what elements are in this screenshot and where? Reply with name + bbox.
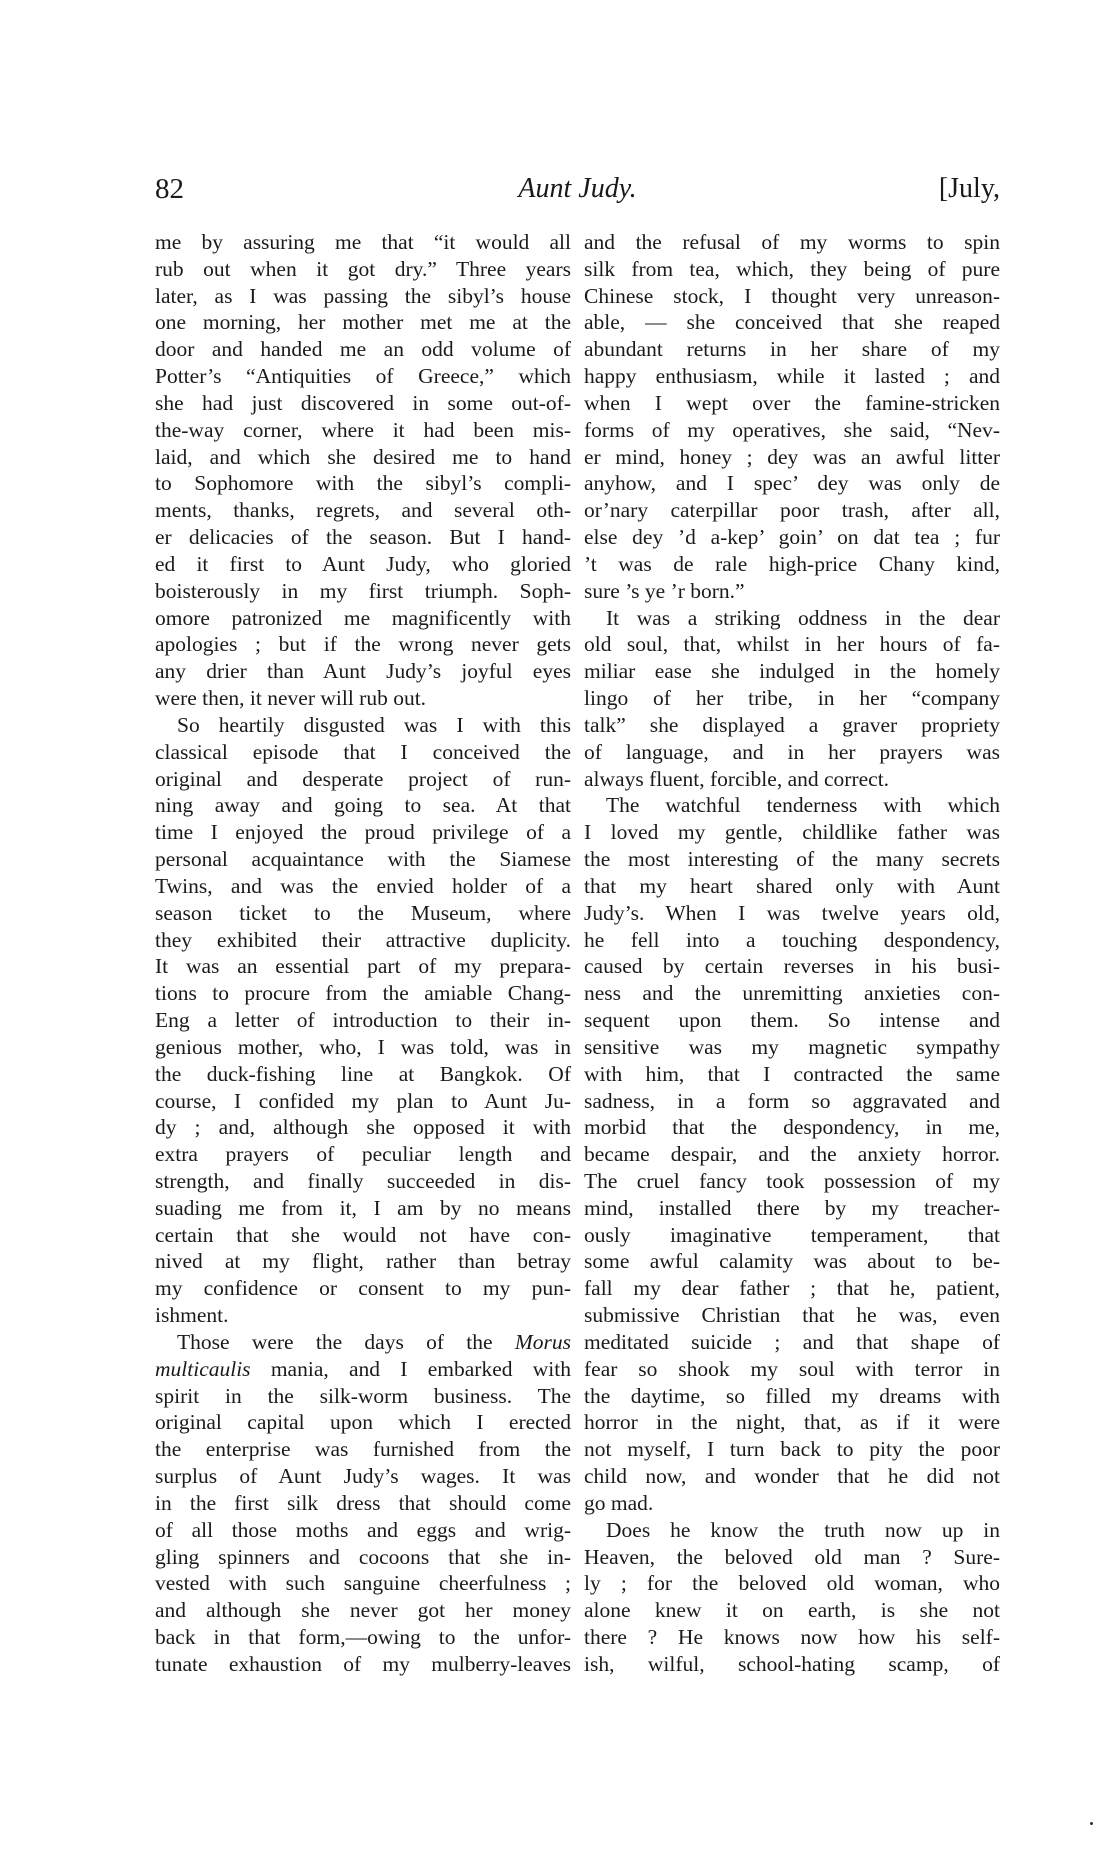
line-text: my confidence or consent to my pun- [155,1276,571,1301]
line-text: extra prayers of peculiar length and [155,1142,571,1167]
text-line [584,497,1000,524]
line-text: submissive Christian that he was, even [584,1303,1000,1328]
line-text: ments, thanks, regrets, and several oth- [155,498,571,523]
text-line [155,1490,571,1517]
line-text: tunate exhaustion of my mulberry-leaves [155,1651,571,1676]
line-text: any drier than Aunt Judy’s joyful eyes [155,659,571,684]
text-line [584,578,1000,605]
text-line [155,1383,571,1410]
line-text: Judy’s. When I was twelve years old, [584,900,1000,925]
line-text: er mind, honey ; dey was an awful litter [584,444,1000,469]
text-line [584,873,1000,900]
line-text: er delicacies of the season. But I hand- [155,525,571,550]
line-text: with him, that I contracted the same [584,1061,1000,1086]
line-text: Twins, and was the envied holder of a [155,873,571,898]
text-line [584,551,1000,578]
line-text: I loved my gentle, childlike father was [584,820,1000,845]
text-line [155,1248,571,1275]
text-line [155,1463,571,1490]
line-text: fear so shook my soul with terror in [584,1356,1000,1381]
text-line [155,497,571,524]
line-text: alone knew it on earth, is she not [584,1598,1000,1623]
text-line [584,1248,1000,1275]
text-line [155,470,571,497]
right-text-column [584,229,1000,1678]
text-line [584,336,1000,363]
line-text: vested with such sanguine cheerfulness ; [155,1571,571,1596]
line-text: Potter’s “Antiquities of Greece,” which [155,364,571,389]
line-text: certain that she would not have con- [155,1222,571,1247]
line-text: sure ’s ye ’r born.” [584,578,745,603]
text-line [584,1168,1000,1195]
text-line [155,1007,571,1034]
running-date: [July, [938,173,1000,204]
line-text: child now, and wonder that he did not [584,1464,1000,1489]
text-line [584,1436,1000,1463]
text-line [155,1544,571,1571]
text-line [155,1409,571,1436]
line-text: ’t was de rale high-price Chany kind, [584,551,1000,576]
text-line [584,1329,1000,1356]
text-line [155,390,571,417]
text-line [155,1088,571,1115]
text-line [155,927,571,954]
line-text: forms of my operatives, she said, “Nev- [584,417,1000,442]
text-line [584,524,1000,551]
line-text: of language, and in her prayers was [584,739,1000,764]
line-text: when I wept over the famine-stricken [584,390,1000,415]
text-line [584,1088,1000,1115]
line-text: ish, wilful, school-hating scamp, of [584,1651,1000,1676]
text-line [584,229,1000,256]
line-text: mania, and I embarked with [250,1356,571,1381]
line-text: time I enjoyed the proud privilege of a [155,820,571,845]
text-line [155,578,571,605]
text-line [155,283,571,310]
text-line [584,1114,1000,1141]
text-line [155,953,571,980]
line-text: and the refusal of my worms to spin [584,230,1000,254]
text-line [584,1141,1000,1168]
line-text: later, as I was passing the sibyl’s house [155,283,571,308]
line-text: door and handed me an odd volume of [155,337,571,362]
text-line [584,927,1000,954]
text-line [584,363,1000,390]
line-text: apologies ; but if the wrong never gets [155,632,571,657]
line-text: sequent upon them. So intense and [584,1008,1000,1033]
text-line [584,1275,1000,1302]
line-text: not myself, I turn back to pity the poor [584,1437,1000,1462]
line-text: tions to procure from the amiable Chang- [155,981,571,1006]
print-speck [1090,1822,1093,1825]
line-text: sensitive was my magnetic sympathy [584,1034,1000,1059]
text-line [584,712,1000,739]
text-line [584,1597,1000,1624]
line-text: able, — she conceived that she reaped [584,310,1000,335]
text-line [155,980,571,1007]
line-text: silk from tea, which, they being of pure [584,256,1000,281]
line-text: became despair, and the anxiety horror. [584,1142,1000,1167]
line-text: that my heart shared only with Aunt [584,873,1000,898]
text-line [155,1517,571,1544]
text-line [155,1302,571,1329]
text-line [155,631,571,658]
text-line [155,658,571,685]
left-text-column [155,229,571,1678]
text-line [155,712,571,739]
text-line [584,819,1000,846]
text-line [584,1356,1000,1383]
text-line [155,363,571,390]
line-text: caused by certain reverses in his busi- [584,954,1000,979]
text-line [155,551,571,578]
line-text: The watchful tenderness with which [606,793,1000,818]
line-text: of all those moths and eggs and wrig- [155,1517,571,1542]
text-line [584,685,1000,712]
line-text: or’nary caterpillar poor trash, after all, [584,498,1000,523]
text-line [155,766,571,793]
text-line [584,766,1000,793]
line-text: meditated suicide ; and that shape of [584,1329,1000,1354]
text-line [584,900,1000,927]
line-text: go mad. [584,1490,654,1515]
line-text: ness and the unremitting anxieties con- [584,981,1000,1006]
line-text: personal acquaintance with the Siamese [155,847,571,872]
line-text: rub out when it got dry.” Three years [155,256,571,281]
text-line [155,1114,571,1141]
text-line [584,605,1000,632]
text-line [155,524,571,551]
line-text: they exhibited their attractive duplicity. [155,927,571,952]
line-text: spirit in the silk-worm business. The [155,1383,571,1408]
line-text: anyhow, and I spec’ dey was only de [584,471,1000,496]
line-text: It was a striking oddness in the dear [606,605,1000,630]
text-line [155,1651,571,1678]
text-line [155,336,571,363]
line-text: laid, and which she desired me to hand [155,444,571,469]
text-line [155,1168,571,1195]
line-text: miliar ease she indulged in the homely [584,659,1000,684]
running-title: Aunt Judy. [518,173,637,204]
text-line [584,980,1000,1007]
text-line [584,846,1000,873]
line-text: The cruel fancy took possession of my [584,1168,1000,1193]
text-line [584,1007,1000,1034]
line-text: the duck-fishing line at Bangkok. Of [155,1061,571,1086]
line-text: to Sophomore with the sibyl’s compli- [155,471,571,496]
text-line [155,873,571,900]
line-text: happy enthusiasm, while it lasted ; and [584,364,1000,389]
text-line [584,739,1000,766]
text-line [155,444,571,471]
text-line [584,1195,1000,1222]
text-line [155,229,571,256]
text-line [584,658,1000,685]
line-text: she had just discovered in some out-of- [155,390,571,415]
line-text: Chinese stock, I thought very unreason- [584,283,1000,308]
italic-term: Morus [514,1329,571,1354]
line-text: nived at my flight, rather than betray [155,1249,571,1274]
line-text: Eng a letter of introduction to their in- [155,1008,571,1033]
text-line [584,283,1000,310]
line-text: some awful calamity was about to be- [584,1249,1000,1274]
line-text: sadness, in a form so aggravated and [584,1088,1000,1113]
text-line [584,390,1000,417]
line-text: original and desperate project of run- [155,766,571,791]
text-line [584,417,1000,444]
text-line [155,1597,571,1624]
text-line [584,631,1000,658]
line-text: genious mother, who, I was told, was in [155,1034,571,1059]
line-text: ously imaginative temperament, that [584,1222,1000,1247]
line-text: season ticket to the Museum, where [155,900,571,925]
line-text: original capital upon which I erected [155,1410,571,1435]
text-line [155,739,571,766]
line-text: else dey ’d a-kep’ goin’ on dat tea ; fur [584,525,1000,550]
line-text: It was an essential part of my prepara- [155,954,571,979]
text-line [155,685,571,712]
text-line [584,1570,1000,1597]
line-text: one morning, her mother met me at the [155,310,571,335]
text-line [155,417,571,444]
line-text: fall my dear father ; that he, patient, [584,1276,1000,1301]
text-line [584,444,1000,471]
line-text: ed it first to Aunt Judy, who gloried [155,551,571,576]
text-line [584,470,1000,497]
text-line [155,1570,571,1597]
line-text: suading me from it, I am by no means [155,1195,571,1220]
line-text: the enterprise was furnished from the [155,1437,571,1462]
line-text: classical episode that I conceived the [155,739,571,764]
text-line [155,1195,571,1222]
text-line [155,605,571,632]
line-text: he fell into a touching despondency, [584,927,1000,952]
text-line [584,792,1000,819]
line-text: in the first silk dress that should come [155,1490,571,1515]
italic-term: multicaulis [155,1356,251,1381]
text-line [155,1061,571,1088]
line-text: the most interesting of the many secrets [584,847,1000,872]
line-text: strength, and finally succeeded in dis- [155,1168,571,1193]
text-line [155,1275,571,1302]
line-text: lingo of her tribe, in her “company [584,686,1000,711]
line-text: old soul, that, whilst in her hours of fa- [584,632,1000,657]
line-text: were then, it never will rub out. [155,686,427,711]
line-text: omore patronized me magnificently with [155,605,571,630]
text-line [584,1409,1000,1436]
line-text: ning away and going to sea. At that [155,793,571,818]
text-line [155,1222,571,1249]
text-line [155,1624,571,1651]
line-text: me by assuring me that “it would all [155,230,571,254]
text-line [584,1034,1000,1061]
line-text: always fluent, forcible, and correct. [584,766,890,791]
text-line [584,1624,1000,1651]
line-text: surplus of Aunt Judy’s wages. It was [155,1464,571,1489]
line-text: course, I confided my plan to Aunt Ju- [155,1088,571,1113]
text-line [584,1651,1000,1678]
line-text: gling spinners and cocoons that she in- [155,1544,571,1569]
line-text: abundant returns in her share of my [584,337,1000,362]
text-line [155,1356,571,1383]
text-line [584,1222,1000,1249]
page-number: 82 [155,173,184,205]
text-line [155,1436,571,1463]
line-text: morbid that the despondency, in me, [584,1115,1000,1140]
text-line [155,900,571,927]
text-line [155,846,571,873]
line-text: mind, installed there by my treacher- [584,1195,1000,1220]
line-text: Does he know the truth now up in [606,1517,1000,1542]
line-text: talk” she displayed a graver propriety [584,712,1000,737]
text-line [155,792,571,819]
line-text: there ? He knows now how his self- [584,1625,1000,1650]
text-line [155,1141,571,1168]
text-line [155,309,571,336]
text-line [584,256,1000,283]
line-text: Heaven, the beloved old man ? Sure- [584,1544,1000,1569]
text-line [584,1517,1000,1544]
line-text: and although she never got her money [155,1598,571,1623]
line-text: the daytime, so filled my dreams with [584,1383,1000,1408]
text-line [584,1463,1000,1490]
text-line [584,1383,1000,1410]
text-line [584,1061,1000,1088]
line-text: So heartily disgusted was I with this [177,712,571,737]
text-line [584,1302,1000,1329]
line-text: horror in the night, that, as if it were [584,1410,1000,1435]
line-text: back in that form,—owing to the unfor- [155,1625,571,1650]
text-line [155,256,571,283]
text-line [155,1329,571,1356]
text-line [155,819,571,846]
text-line [584,1544,1000,1571]
text-line [584,953,1000,980]
line-text: ly ; for the beloved old woman, who [584,1571,1000,1596]
line-text: boisterously in my first triumph. Soph- [155,578,571,603]
page-header [155,172,1000,206]
text-line [584,309,1000,336]
text-line [155,1034,571,1061]
text-line [584,1490,1000,1517]
line-text: ishment. [155,1303,229,1328]
line-text: the-way corner, where it had been mis- [155,417,571,442]
line-text: dy ; and, although she opposed it with [155,1115,571,1140]
line-text: Those were the days of the [177,1329,515,1354]
